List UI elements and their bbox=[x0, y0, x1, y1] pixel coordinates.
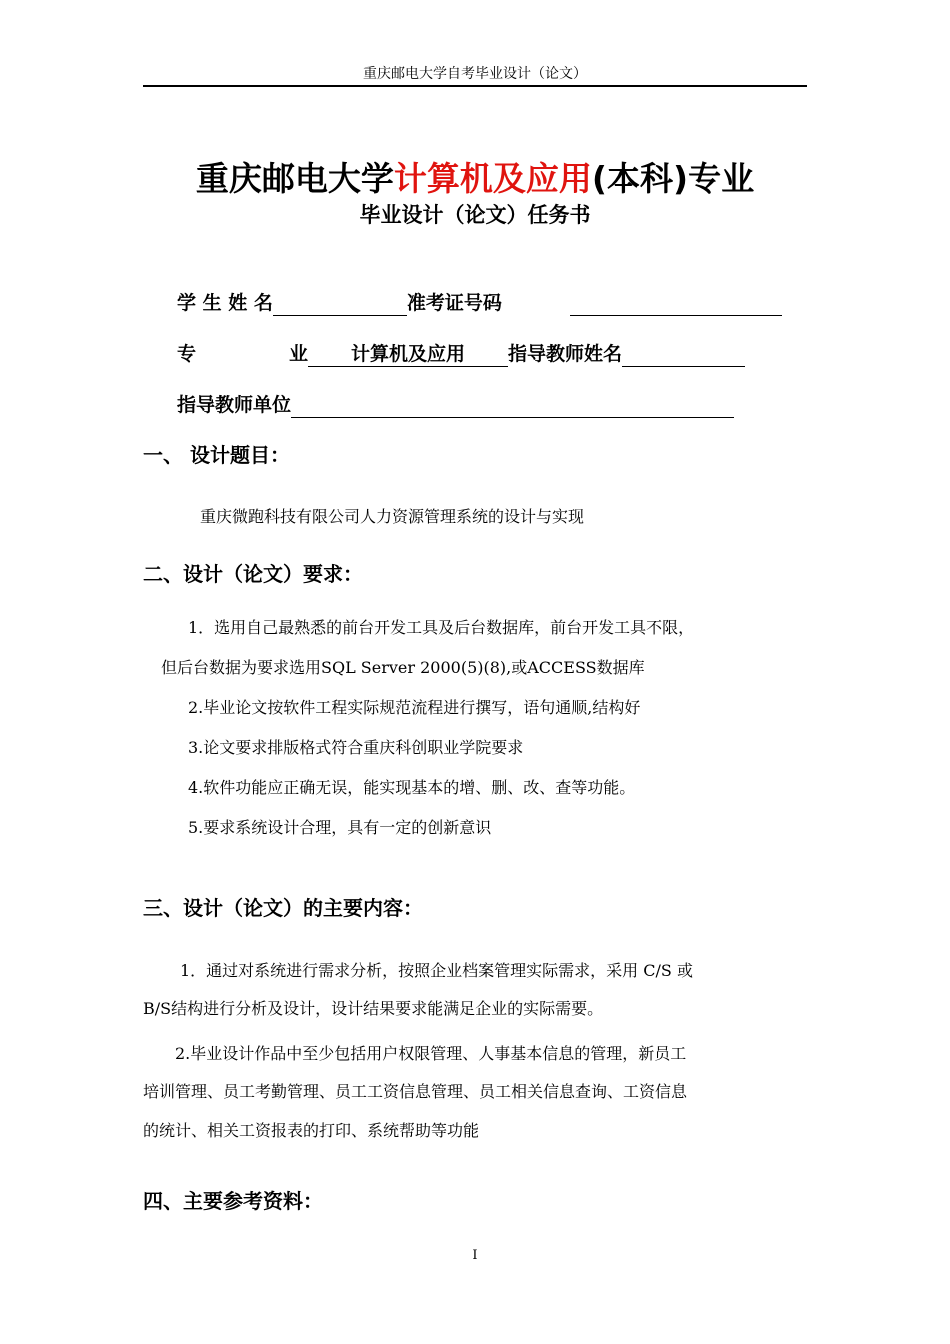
content-line-3: 2.毕业设计作品中至少包括用户权限管理、人事基本信息的管理，新员工 bbox=[175, 1044, 687, 1063]
advisor-name-blank bbox=[622, 344, 745, 367]
content-line-5: 的统计、相关工资报表的打印、系统帮助等功能 bbox=[143, 1121, 480, 1140]
exam-id-label: 准考证号码 bbox=[406, 292, 502, 314]
section-4-heading: 四、主要参考资料： bbox=[143, 1189, 323, 1213]
running-header: 重庆邮电大学自考毕业设计（论文） bbox=[363, 66, 587, 82]
advisor-unit-blank bbox=[291, 395, 734, 418]
content-line-1: 1．通过对系统进行需求分析，按照企业档案管理实际需求，采用 C/S 或 bbox=[180, 961, 693, 980]
exam-id-blank bbox=[570, 293, 782, 316]
student-name-blank bbox=[273, 293, 407, 316]
section-2-heading: 二、设计（论文）要求： bbox=[143, 562, 363, 586]
major-label-1: 专 bbox=[177, 343, 197, 365]
title-degree: (本科)专业 bbox=[591, 159, 755, 198]
requirement-3: 3.论文要求排版格式符合重庆科创职业学院要求 bbox=[188, 738, 524, 757]
row-advisor-unit bbox=[177, 392, 734, 418]
section-3-heading: 三、设计（论文）的主要内容： bbox=[143, 896, 423, 920]
requirement-5: 5.要求系统设计合理，具有一定的创新意识 bbox=[188, 818, 492, 837]
row-major bbox=[177, 341, 196, 367]
student-name-label: 学 生 姓 名 bbox=[177, 292, 273, 314]
document-title bbox=[0, 157, 950, 201]
content-line-4: 培训管理、员工考勤管理、员工工资信息管理、员工相关信息查询、工资信息 bbox=[143, 1082, 688, 1101]
major-value: 计算机及应用 bbox=[308, 342, 508, 367]
document-subtitle: 毕业设计（论文）任务书 bbox=[359, 203, 591, 227]
title-university: 重庆邮电大学 bbox=[195, 159, 394, 198]
design-topic: 重庆微跑科技有限公司人力资源管理系统的设计与实现 bbox=[200, 507, 585, 526]
header-rule bbox=[143, 85, 807, 87]
requirement-1-cont: 但后台数据为要求选用SQL Server 2000(5)(8),或ACCESS数据库 bbox=[161, 658, 645, 677]
row-student bbox=[177, 290, 502, 316]
content-line-2: B/S结构进行分析及设计，设计结果要求能满足企业的实际需要。 bbox=[143, 999, 604, 1018]
requirement-1: 1．选用自己最熟悉的前台开发工具及后台数据库，前台开发工具不限， bbox=[188, 618, 695, 637]
section-1-heading: 一、 设计题目： bbox=[143, 443, 290, 467]
major-label-2: 业 bbox=[289, 343, 309, 365]
requirement-4: 4.软件功能应正确无误，能实现基本的增、删、改、查等功能。 bbox=[188, 778, 636, 797]
row-major-value bbox=[289, 341, 745, 367]
page-number: I bbox=[472, 1248, 478, 1263]
requirement-2: 2.毕业论文按软件工程实际规范流程进行撰写，语句通顺,结构好 bbox=[188, 698, 641, 717]
title-major: 计算机及应用 bbox=[393, 159, 592, 198]
advisor-name-label: 指导教师姓名 bbox=[508, 343, 623, 365]
advisor-unit-label: 指导教师单位 bbox=[177, 394, 292, 416]
